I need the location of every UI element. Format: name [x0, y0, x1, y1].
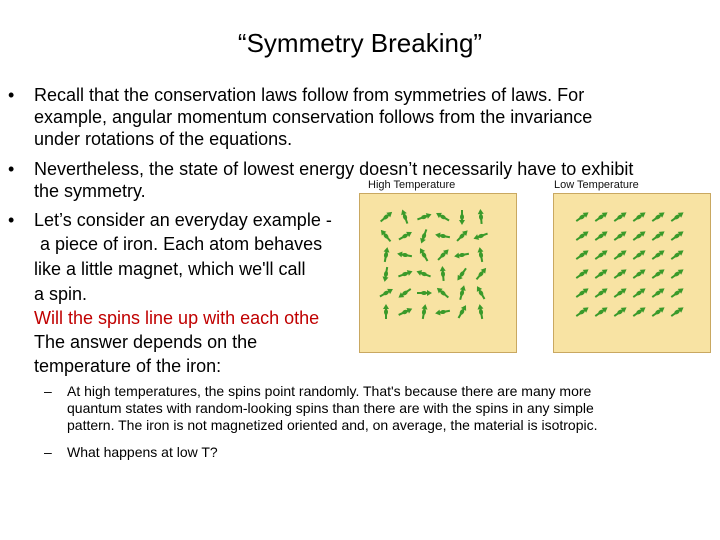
spin-arrow-icon [594, 305, 610, 319]
spin-arrow-icon [594, 210, 610, 224]
spin-arrow-icon [415, 268, 431, 279]
spin-arrow-icon [575, 229, 591, 243]
spin-arrow-icon [632, 248, 648, 262]
bullet-2-line-1: Nevertheless, the state of lowest energy doesn’t necessarily have to exhibit [34, 159, 634, 179]
spin-arrow-icon [435, 308, 451, 317]
low-temperature-label: Low Temperature [554, 179, 639, 191]
bullet-3-line-7: temperature of the iron: [34, 356, 222, 376]
bullet-3-line-2: a piece of iron. Each atom behaves [40, 234, 323, 254]
spin-arrow-icon [456, 304, 469, 320]
spin-arrow-icon [613, 229, 629, 243]
spin-arrow-icon [399, 208, 410, 224]
spin-arrow-icon [457, 284, 467, 300]
spin-arrow-icon [435, 286, 450, 300]
spin-arrow-icon [420, 304, 429, 320]
spin-arrow-icon [670, 229, 686, 243]
spin-arrow-icon [397, 287, 413, 301]
spin-arrow-icon [613, 210, 629, 224]
bullet-3-line-4: a spin. [34, 284, 88, 304]
spin-arrow-icon [613, 248, 629, 262]
spin-arrow-icon [455, 267, 469, 283]
spin-arrow-icon [670, 267, 686, 281]
spin-arrow-icon [397, 251, 413, 260]
spin-arrow-icon [651, 229, 667, 243]
spin-arrow-icon [477, 209, 484, 224]
spin-arrow-icon [435, 232, 451, 241]
spin-arrow-icon [416, 211, 432, 222]
bullet-1-line-1: Recall that the conservation laws follow from symmetries of laws. For [34, 85, 585, 105]
high-temperature-label: High Temperature [368, 179, 456, 191]
spin-arrow-icon [477, 247, 486, 263]
spin-arrow-icon [454, 251, 470, 260]
spin-arrow-icon [632, 229, 648, 243]
spin-arrow-icon [651, 267, 667, 281]
bullet-marker: • [8, 85, 15, 105]
spin-arrow-icon [397, 229, 413, 242]
spin-arrow-icon [459, 210, 465, 225]
spin-arrow-icon [632, 210, 648, 224]
spin-arrow-icon [477, 304, 486, 320]
spin-arrow-icon [472, 231, 488, 242]
spin-arrow-icon [670, 248, 686, 262]
spin-arrow-icon [575, 286, 591, 300]
spin-arrow-icon [594, 286, 610, 300]
spin-arrow-icon [594, 229, 610, 243]
spin-arrow-icon [651, 305, 667, 319]
spin-arrow-icon [474, 285, 487, 301]
spin-arrow-icon [382, 267, 391, 283]
spin-arrow-icon [651, 210, 667, 224]
spin-arrow-icon [575, 267, 591, 281]
spin-arrow-icon [651, 286, 667, 300]
spin-arrow-icon [417, 247, 430, 263]
sub-bullet-2: What happens at low T? [67, 444, 218, 460]
bullet-marker: • [8, 210, 15, 230]
spin-arrow-icon [670, 305, 686, 319]
spin-arrow-icon [575, 248, 591, 262]
spin-arrow-icon [435, 210, 451, 223]
spin-arrow-icon [474, 266, 488, 281]
bullet-2-line-2: the symmetry. [34, 181, 146, 201]
spin-arrow-icon [379, 228, 393, 243]
spin-arrow-icon [418, 228, 429, 244]
bullet-1-line-2: example, angular momentum conservation follows from the invariance [34, 107, 593, 127]
spin-arrow-icon [397, 268, 413, 279]
spin-arrow-icon [383, 304, 389, 319]
sub-bullet-1-line-1: At high temperatures, the spins point randomly. That's because there are many more [67, 383, 592, 399]
spin-arrow-icon [632, 305, 648, 319]
spin-arrow-icon [379, 210, 394, 224]
spin-arrow-icon [632, 267, 648, 281]
spin-arrow-icon [632, 286, 648, 300]
spin-arrow-icon [670, 286, 686, 300]
sub-bullet-1-line-3: pattern. The iron is not magnetized oriented and, on average, the material is isotropic. [67, 417, 598, 433]
slide-title: “Symmetry Breaking” [237, 28, 483, 58]
bullet-3-line-6: The answer depends on the [34, 332, 258, 352]
spin-arrow-icon [397, 306, 413, 318]
spin-arrow-icon [575, 305, 591, 319]
spin-arrow-icon [436, 247, 451, 262]
sub-bullet-marker: – [44, 444, 52, 460]
spin-arrow-icon [651, 248, 667, 262]
bullet-marker: • [8, 159, 15, 179]
spin-arrow-icon [382, 247, 391, 263]
bullet-3-question: Will the spins line up with each othe [34, 308, 320, 328]
spin-arrow-icon [594, 267, 610, 281]
spin-arrow-icon [594, 248, 610, 262]
sub-bullet-1-line-2: quantum states with random-looking spins than there are with the spins in any simple [67, 400, 594, 416]
sub-bullet-marker: – [44, 383, 52, 399]
spin-arrow-icon [613, 267, 629, 281]
spin-arrow-icon [439, 266, 446, 281]
bullet-3-line-1: Let’s consider an everyday example - [34, 210, 332, 230]
spin-arrow-icon [613, 305, 629, 319]
spin-arrow-icon [575, 210, 591, 224]
spin-arrow-icon [455, 228, 470, 243]
spin-arrow-icon [670, 210, 686, 224]
spin-arrow-icon [417, 290, 432, 296]
spin-arrow-icon [378, 286, 394, 299]
bullet-1-line-3: under rotations of the equations. [34, 129, 293, 149]
spin-arrow-icon [613, 286, 629, 300]
bullet-3-line-3: like a little magnet, which we'll call [34, 259, 306, 279]
